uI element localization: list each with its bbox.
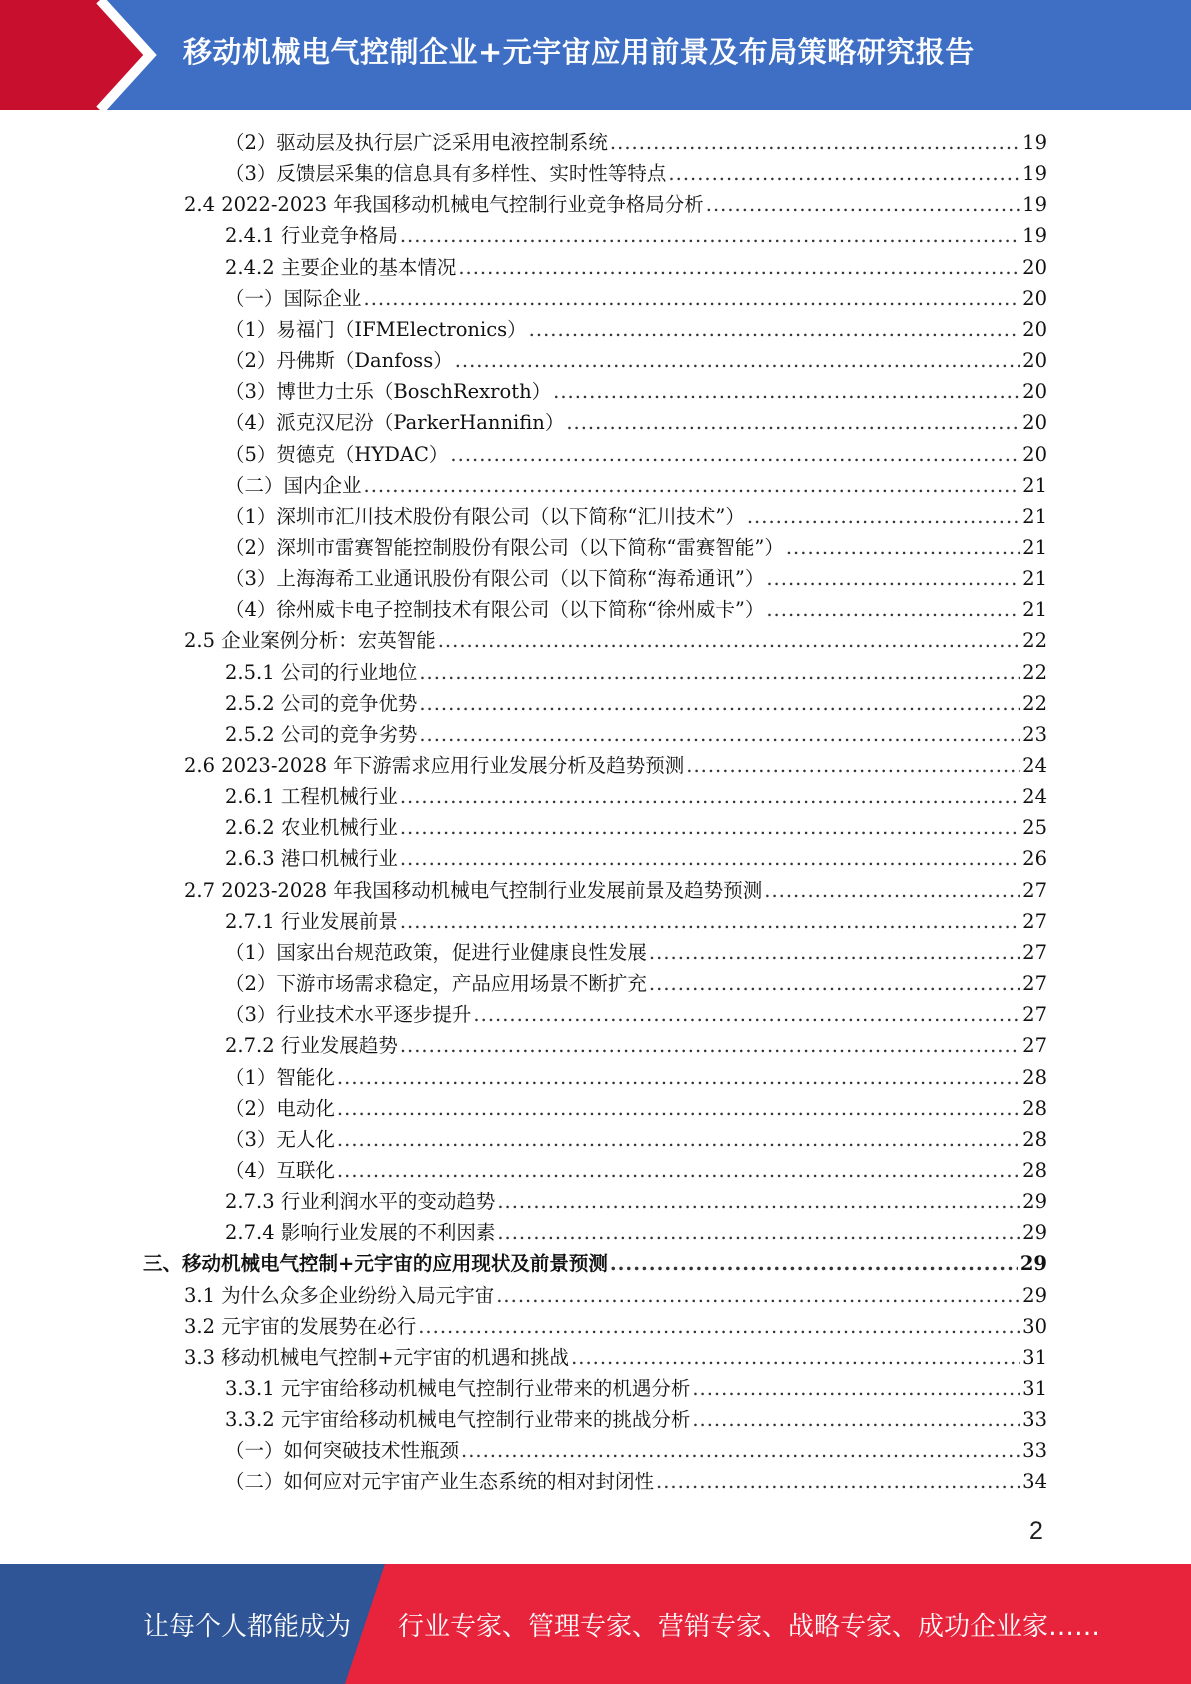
toc-entry[interactable] <box>225 719 1047 750</box>
toc-entry-label: 2.5.2 公司的竞争优势 <box>225 691 418 715</box>
toc-entry-page: 21 <box>1022 473 1047 497</box>
toc-entry-label: （4）派克汉尼汾（ParkerHannifin） <box>225 411 565 435</box>
toc-dot-leader <box>400 220 1020 251</box>
toc-dot-leader <box>419 657 1020 688</box>
toc-entry-page: 21 <box>1022 504 1047 528</box>
toc-entry-page: 21 <box>1022 567 1047 591</box>
toc-entry-label: （3）博世力士乐（BoschRexroth） <box>225 380 552 404</box>
toc-dot-leader <box>747 501 1020 532</box>
toc-entry-page: 20 <box>1022 317 1047 341</box>
toc-dot-leader <box>766 563 1020 594</box>
toc-entry-page: 29 <box>1022 1221 1047 1245</box>
toc-entry-label: 3.3.1 元宇宙给移动机械电气控制行业带来的机遇分析 <box>225 1377 691 1400</box>
toc-dot-leader <box>692 1404 1020 1435</box>
toc-entry-label: （1）智能化 <box>225 1065 335 1089</box>
toc-dot-leader <box>497 1217 1020 1248</box>
toc-entry-label: （5）贺德克（HYDAC） <box>225 442 449 466</box>
toc-entry-label: 3.3.2 元宇宙给移动机械电气控制行业带来的挑战分析 <box>225 1408 691 1432</box>
toc-entry-label: 2.4.2 主要企业的基本情况 <box>225 255 457 279</box>
toc-entry[interactable] <box>225 470 1047 501</box>
toc-entry[interactable] <box>184 1280 1047 1311</box>
toc-entry[interactable] <box>225 843 1047 874</box>
toc-dot-leader <box>337 1155 1020 1186</box>
toc-entry-label: 2.6.3 港口机械行业 <box>225 847 398 871</box>
toc-entry-page: 27 <box>1022 1003 1047 1027</box>
toc-entry-page: 27 <box>1022 1034 1047 1058</box>
toc-dot-leader <box>461 1435 1020 1466</box>
toc-dot-leader <box>553 376 1020 407</box>
toc-entry-page: 27 <box>1022 878 1047 902</box>
toc-entry-page: 27 <box>1022 972 1047 996</box>
toc-dot-leader <box>337 1093 1020 1124</box>
toc-entry-label: （4）徐州威卡电子控制技术有限公司（以下简称“徐州威卡”） <box>225 598 765 622</box>
toc-entry[interactable] <box>225 345 1047 376</box>
toc-dot-leader <box>400 781 1020 812</box>
toc-entry-page: 19 <box>1022 193 1047 217</box>
toc-entry[interactable] <box>225 314 1047 345</box>
toc-dot-leader <box>400 812 1020 843</box>
toc-dot-leader <box>610 1248 1018 1279</box>
toc-entry[interactable] <box>184 1342 1047 1373</box>
report-title: 移动机械电气控制企业+元宇宙应用前景及布局策略研究报告 <box>183 35 975 69</box>
toc-entry-page: 31 <box>1022 1345 1047 1369</box>
toc-entry[interactable] <box>184 1311 1047 1342</box>
toc-entry[interactable] <box>184 750 1047 781</box>
toc-entry-label: （1）国家出台规范政策，促进行业健康良性发展 <box>225 940 647 964</box>
toc-dot-leader <box>706 189 1020 220</box>
toc-entry-page: 34 <box>1022 1470 1047 1494</box>
toc-entry-page: 19 <box>1022 162 1047 186</box>
toc-entry-page: 27 <box>1022 909 1047 933</box>
toc-entry-page: 21 <box>1022 598 1047 622</box>
toc-entry-label: （4）互联化 <box>225 1158 335 1182</box>
toc-entry-label: （一）国际企业 <box>225 286 362 310</box>
toc-entry[interactable] <box>225 252 1047 283</box>
footer-slogan-right: 行业专家、管理专家、营销专家、战略专家、成功企业家…… <box>398 1612 1101 1642</box>
toc-dot-leader <box>692 1373 1020 1404</box>
toc-entry-page: 20 <box>1022 380 1047 404</box>
toc-entry-label: （2）下游市场需求稳定，产品应用场景不断扩充 <box>225 972 647 996</box>
toc-entry[interactable] <box>225 1466 1047 1497</box>
toc-entry-label: 2.6 2023-2028 年下游需求应用行业发展分析及趋势预测 <box>184 754 685 777</box>
toc-dot-leader <box>419 719 1020 750</box>
toc-entry-label: （3）上海海希工业通讯股份有限公司（以下简称“海希通讯”） <box>225 567 765 591</box>
toc-entry[interactable] <box>225 376 1047 407</box>
toc-entry-label: 2.7.4 影响行业发展的不利因素 <box>225 1221 496 1245</box>
toc-dot-leader <box>764 875 1020 906</box>
toc-entry[interactable] <box>143 1248 1047 1279</box>
page-number: 2 <box>1029 1517 1043 1545</box>
toc-entry-page: 28 <box>1022 1065 1047 1089</box>
toc-entry-page: 20 <box>1022 442 1047 466</box>
toc-entry-page: 22 <box>1022 691 1047 715</box>
toc-entry-page: 28 <box>1022 1096 1047 1120</box>
toc-entry-page: 24 <box>1022 785 1047 809</box>
report-header <box>0 0 1191 110</box>
toc-dot-leader <box>529 314 1021 345</box>
toc-dot-leader <box>686 750 1020 781</box>
toc-entry[interactable] <box>225 1217 1047 1248</box>
toc-entry[interactable] <box>225 657 1047 688</box>
toc-entry[interactable] <box>225 220 1047 251</box>
toc-entry-label: （二）国内企业 <box>225 473 362 497</box>
toc-dot-leader <box>668 158 1020 189</box>
toc-dot-leader <box>786 532 1020 563</box>
toc-entry[interactable] <box>225 1124 1047 1155</box>
toc-dot-leader <box>656 1466 1020 1497</box>
toc-entry-label: （2）丹佛斯（Danfoss） <box>225 349 453 373</box>
toc-entry[interactable] <box>225 1373 1047 1404</box>
toc-entry[interactable] <box>225 501 1047 532</box>
toc-entry[interactable] <box>225 283 1047 314</box>
toc-entry-page: 33 <box>1022 1408 1047 1432</box>
toc-dot-leader <box>496 1280 1020 1311</box>
toc-entry-page: 27 <box>1022 940 1047 964</box>
toc-entry-label: 3.1 为什么众多企业纷纷入局元宇宙 <box>184 1283 495 1307</box>
toc-entry[interactable] <box>184 625 1047 656</box>
toc-entry-page: 20 <box>1022 286 1047 310</box>
toc-entry[interactable] <box>225 563 1047 594</box>
toc-entry-page: 28 <box>1022 1127 1047 1151</box>
toc-entry-page: 22 <box>1022 629 1047 653</box>
toc-dot-leader <box>400 906 1020 937</box>
toc-entry[interactable] <box>225 812 1047 843</box>
toc-entry[interactable] <box>225 1404 1047 1435</box>
toc-entry-label: （1）易福门（IFMElectronics） <box>225 317 527 341</box>
toc-entry[interactable] <box>184 189 1047 220</box>
toc-entry-page: 28 <box>1022 1158 1047 1182</box>
toc-dot-leader <box>450 439 1020 470</box>
toc-entry-label: 2.6.2 农业机械行业 <box>225 816 398 840</box>
toc-dot-leader <box>337 1062 1020 1093</box>
toc-entry[interactable] <box>225 906 1047 937</box>
toc-entry-page: 26 <box>1022 847 1047 871</box>
toc-entry-label: 2.4.1 行业竞争格局 <box>225 224 398 248</box>
toc-entry[interactable] <box>225 127 1047 158</box>
toc-entry-label: （2）电动化 <box>225 1096 335 1120</box>
toc-dot-leader <box>455 345 1020 376</box>
toc-dot-leader <box>473 999 1020 1030</box>
toc-dot-leader <box>364 283 1021 314</box>
toc-entry[interactable] <box>225 158 1047 189</box>
toc-entry[interactable] <box>225 407 1047 438</box>
toc-entry-page: 20 <box>1022 349 1047 373</box>
toc-entry-label: 2.5.2 公司的竞争劣势 <box>225 722 418 746</box>
toc-dot-leader <box>400 843 1020 874</box>
toc-entry-page: 31 <box>1022 1377 1047 1400</box>
toc-entry[interactable] <box>225 1186 1047 1217</box>
toc-dot-leader <box>497 1186 1020 1217</box>
toc-entry-label: 2.7.2 行业发展趋势 <box>225 1034 398 1058</box>
toc-entry[interactable] <box>225 532 1047 563</box>
toc-entry-label: （二）如何应对元宇宙产业生态系统的相对封闭性 <box>225 1470 655 1494</box>
toc-dot-leader <box>438 625 1020 656</box>
toc-dot-leader <box>766 594 1020 625</box>
toc-entry-label: 2.7 2023-2028 年我国移动机械电气控制行业发展前景及趋势预测 <box>184 878 763 902</box>
toc-entry[interactable] <box>225 594 1047 625</box>
toc-entry-page: 20 <box>1022 411 1047 435</box>
toc-entry[interactable] <box>225 1155 1047 1186</box>
toc-entry-label: 2.5 企业案例分析：宏英智能 <box>184 629 436 653</box>
toc-entry-page: 19 <box>1022 131 1047 154</box>
toc-entry-label: （3）行业技术水平逐步提升 <box>225 1003 472 1027</box>
toc-dot-leader <box>610 127 1020 158</box>
toc-entry[interactable] <box>225 688 1047 719</box>
toc-entry-label: （2）深圳市雷赛智能控制股份有限公司（以下简称“雷赛智能”） <box>225 535 784 559</box>
toc-entry-label: 2.7.1 行业发展前景 <box>225 909 398 933</box>
toc-entry-page: 22 <box>1022 660 1047 684</box>
toc-dot-leader <box>566 407 1020 438</box>
toc-dot-leader <box>418 1311 1020 1342</box>
toc-entry-label: （3）无人化 <box>225 1127 335 1151</box>
toc-entry[interactable] <box>225 999 1047 1030</box>
toc-dot-leader <box>649 937 1020 968</box>
toc-entry[interactable] <box>225 1435 1047 1466</box>
toc-entry-page: 29 <box>1022 1190 1047 1214</box>
toc-entry-page: 20 <box>1022 255 1047 279</box>
toc-dot-leader <box>571 1342 1020 1373</box>
toc-entry-page: 21 <box>1022 535 1047 559</box>
toc-dot-leader <box>337 1124 1020 1155</box>
toc-entry-label: 2.7.3 行业利润水平的变动趋势 <box>225 1190 496 1214</box>
toc-entry-label: 2.6.1 工程机械行业 <box>225 785 398 809</box>
toc-entry-label: 2.5.1 公司的行业地位 <box>225 660 418 684</box>
toc-entry-label: （一）如何突破技术性瓶颈 <box>225 1439 460 1463</box>
toc-dot-leader <box>400 1030 1020 1061</box>
toc-entry[interactable] <box>225 937 1047 968</box>
toc-entry-label: 3.2 元宇宙的发展势在必行 <box>184 1314 417 1338</box>
toc-dot-leader <box>419 688 1020 719</box>
toc-entry-label: （3）反馈层采集的信息具有多样性、实时性等特点 <box>225 162 667 186</box>
toc-entry-page: 33 <box>1022 1439 1047 1463</box>
toc-entry-label: 3.3 移动机械电气控制+元宇宙的机遇和挑战 <box>184 1345 570 1369</box>
toc-entry[interactable] <box>225 1030 1047 1061</box>
toc-dot-leader <box>364 470 1021 501</box>
toc-entry[interactable] <box>225 781 1047 812</box>
header-red-arrow <box>0 0 150 110</box>
toc-entry-page: 25 <box>1022 816 1047 840</box>
footer-slogan-left: 让每个人都能成为 <box>143 1612 352 1642</box>
toc-entry-label: 三、移动机械电气控制+元宇宙的应用现状及前景预测 <box>143 1252 608 1276</box>
toc-entry-label: （1）深圳市汇川技术股份有限公司（以下简称“汇川技术”） <box>225 504 745 528</box>
toc-entry-page: 30 <box>1022 1314 1047 1338</box>
toc-entry[interactable] <box>225 1062 1047 1093</box>
toc-entry-label: 2.4 2022-2023 年我国移动机械电气控制行业竞争格局分析 <box>184 193 704 217</box>
toc-entry-page: 19 <box>1022 224 1047 248</box>
toc-entry-page: 29 <box>1019 1252 1047 1276</box>
toc-entry[interactable] <box>184 875 1047 906</box>
report-footer <box>0 1564 1191 1684</box>
toc-entry-page: 23 <box>1022 722 1047 746</box>
toc-entry[interactable] <box>225 1093 1047 1124</box>
toc-entry-page: 29 <box>1022 1283 1047 1307</box>
toc-entry-page: 24 <box>1022 754 1047 777</box>
toc-dot-leader <box>649 968 1020 999</box>
toc-entry-label: （2）驱动层及执行层广泛采用电液控制系统 <box>225 131 608 154</box>
toc-dot-leader <box>458 252 1020 283</box>
toc-entry[interactable] <box>225 439 1047 470</box>
toc-entry[interactable] <box>225 968 1047 999</box>
